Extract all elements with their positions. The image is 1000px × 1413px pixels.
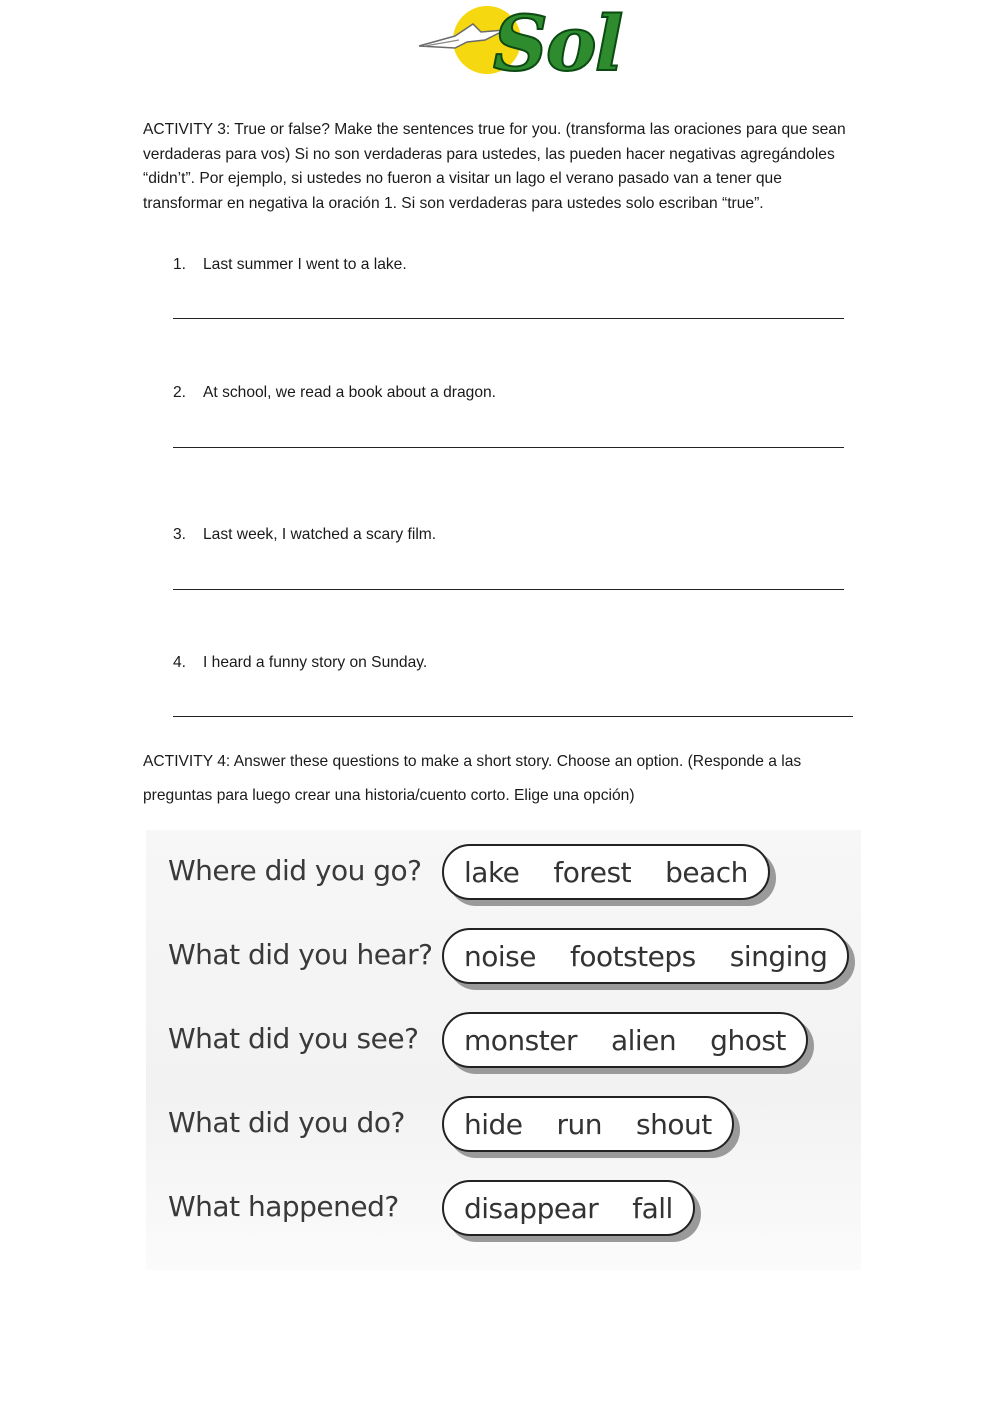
list-item (173, 525, 436, 545)
answer-line-2[interactable] (173, 447, 844, 448)
option-forest[interactable]: forest (553, 855, 632, 889)
story-options-panel (146, 830, 861, 1270)
options-pill (442, 1012, 808, 1068)
answer-line-3[interactable] (173, 589, 844, 590)
option-hide[interactable]: hide (464, 1107, 523, 1141)
question-row (146, 840, 861, 904)
item-text: Last week, I watched a scary film. (203, 526, 437, 543)
question-row (146, 1176, 861, 1240)
option-footsteps[interactable]: footsteps (569, 939, 696, 973)
options-pill (442, 844, 770, 900)
question-text: What did you do? (168, 1106, 405, 1139)
question-row (146, 1008, 861, 1072)
list-item (173, 255, 407, 275)
question-row (146, 924, 861, 988)
option-disappear[interactable]: disappear (464, 1191, 599, 1225)
option-run[interactable]: run (556, 1107, 603, 1141)
activity-3-instructions: ACTIVITY 3: True or false? Make the sentences true for you. (transforma las oraciones para que sean verdaderas para vos) Si no son verdaderas para ustedes, las pueden hacer negativas agregándoles “didn’t”. Por ejemplo, si ustedes no fueron a visitar un lago el verano pasado van a tener que transformar en negativa la oración 1. Si son verdaderas para ustedes solo escriban “true”. (143, 121, 846, 212)
options-pill (442, 1180, 695, 1236)
option-ghost[interactable]: ghost (710, 1023, 786, 1057)
item-text: I heard a funny story on Sunday. (203, 654, 428, 671)
item-number: 3. (173, 526, 187, 543)
activity-4-instructions: ACTIVITY 4: Answer these questions to make a short story. Choose an option. (Responde a las preguntas para luego crear una historia/cuento corto. Elige una opción) (143, 753, 802, 804)
item-number: 1. (173, 256, 187, 273)
option-alien[interactable]: alien (610, 1023, 677, 1057)
item-text: At school, we read a book about a dragon. (203, 384, 497, 401)
option-fall[interactable]: fall (632, 1191, 673, 1225)
question-text: Where did you go? (168, 854, 422, 887)
question-text: What happened? (168, 1190, 399, 1223)
logo-wordmark: Sol (493, 0, 622, 88)
answer-line-1[interactable] (173, 318, 844, 319)
item-number: 4. (173, 654, 187, 671)
option-monster[interactable]: monster (464, 1023, 577, 1057)
question-text: What did you see? (168, 1022, 419, 1055)
question-row (146, 1092, 861, 1156)
question-text: What did you hear? (168, 938, 433, 971)
option-lake[interactable]: lake (464, 855, 520, 889)
school-logo (415, 2, 635, 102)
option-beach[interactable]: beach (665, 855, 748, 889)
options-pill (442, 928, 849, 984)
answer-line-4[interactable] (173, 716, 853, 717)
item-text: Last summer I went to a lake. (203, 256, 407, 273)
option-shout[interactable]: shout (636, 1107, 712, 1141)
option-singing[interactable]: singing (729, 939, 828, 973)
options-pill (442, 1096, 734, 1152)
list-item (173, 653, 427, 673)
option-noise[interactable]: noise (464, 939, 536, 973)
item-number: 2. (173, 384, 187, 401)
list-item (173, 383, 496, 403)
